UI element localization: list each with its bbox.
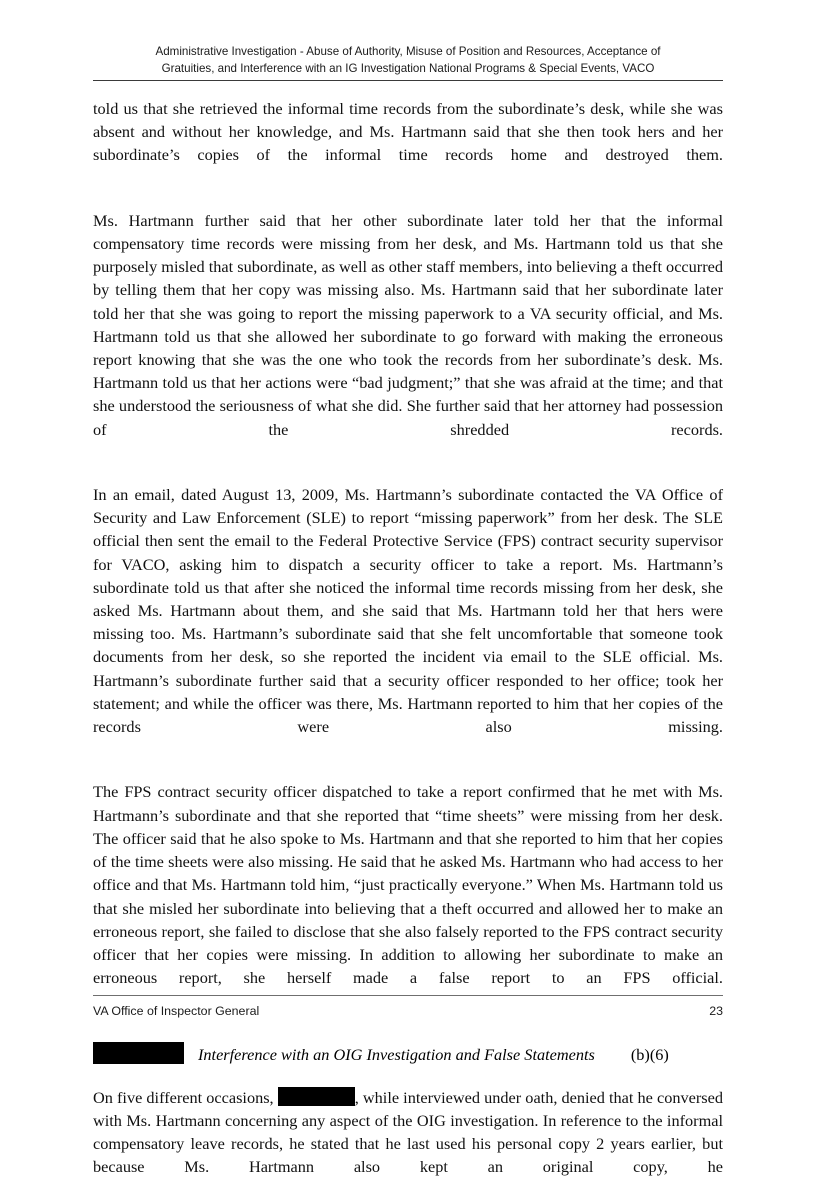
paragraph-3: In an email, dated August 13, 2009, Ms. Hartmann’s subordinate contacted the VA Office of Security and Law Enforcement (SLE) to report “missing paperwork” from her desk. The SLE official then sent the email to the Federal Protective Service (FPS) contract security supervisor for VACO, asking him to dispatch a security officer to take a report. Ms. Hartmann’s subordinate told us that after she noticed the informal time records missing from her desk, she asked Ms. Hartmann about them, and she said that Ms. Hartmann told her that hers were missing too. Ms. Hartmann’s subordinate said that she felt uncomfortable that someone took documents from her desk, so she reported the incident via email to the SLE official. Ms. Hartmann’s subordinate further said that a security officer responded to her office; took her statement; and while the officer was there, Ms. Hartmann reported to him that her copies of the records were also missing.	[93, 485, 723, 737]
header-divider	[93, 80, 723, 81]
paragraph-4: The FPS contract security officer dispatched to take a report confirmed that he met with Ms. Hartmann’s subordinate and that she reported that “time sheets” were missing from her desk. The officer said that he also spoke to Ms. Hartmann and that she reported to him that her copies of the time sheets were also missing. He said that he asked Ms. Hartmann who had access to her office and that Ms. Hartmann told him, “just practically everyone.” When Ms. Hartmann told us that she misled her subordinate into believing that a theft occurred and allowed her to make an erroneous report, she failed to disclose that she also falsely reported to the FPS contract security officer that her copies were missing. In addition to allowing her subordinate to make an erroneous report, she herself made a false report to an FPS official.	[93, 782, 723, 988]
paragraph-5-text-before: On five different occasions,	[93, 1087, 278, 1107]
header-line-2: Gratuities, and Interference with an IG Investigation National Programs & Special Events, VACO	[161, 61, 655, 75]
header-line-1: Administrative Investigation - Abuse of Authority, Misuse of Position and Resources, Acceptance of	[155, 45, 661, 58]
foia-exemption-code: (b)(6)	[630, 1044, 669, 1064]
document-body	[93, 97, 723, 1202]
redaction-bar-heading	[93, 1042, 184, 1064]
paragraph-5-text-after: , while interviewed under oath, denied that he conversed with Ms. Hartmann concerning any aspect of the OIG investigation. In reference to the informal compensatory leave records, he stated that he last used his personal copy 2 years earlier, but because Ms. Hartmann also kept an original copy, he	[93, 1087, 723, 1177]
footer-row	[93, 1004, 723, 1018]
page-header	[93, 44, 723, 81]
page-footer	[93, 995, 723, 1018]
footer-page-number: 23	[709, 1004, 723, 1018]
footer-organization: VA Office of Inspector General	[93, 1004, 260, 1018]
redaction-bar-inline	[278, 1087, 355, 1106]
section-heading	[93, 1038, 723, 1066]
paragraph-1: told us that she retrieved the informal time records from the subordinate’s desk, while she was absent and without her knowledge, and Ms. Hartmann said that she then took hers and her subordinate’s copies of the informal time records home and destroyed them.	[93, 99, 723, 165]
section-heading-title: Interference with an OIG Investigation and False Statements	[198, 1044, 595, 1064]
paragraph-5	[93, 1086, 723, 1202]
paragraph-2: Ms. Hartmann further said that her other subordinate later told her that the informal compensatory time records were missing from her desk, and Ms. Hartmann told us that she purposely misled that subordinate, as well as other staff members, into believing a theft occurred by telling them that her copy was missing also. Ms. Hartmann said that her subordinate later told her that she was going to report the missing paperwork to a VA security official, and Ms. Hartmann told us that she allowed her subordinate to go forward with making the erroneous report knowing that she was the one who took the records from her subordinate’s desk. Ms. Hartmann told us that her actions were “bad judgment;” that she was afraid at the time; and that she understood the seriousness of what she did. She further said that her attorney had possession of the shredded records.	[93, 210, 723, 439]
footer-divider	[93, 995, 723, 996]
